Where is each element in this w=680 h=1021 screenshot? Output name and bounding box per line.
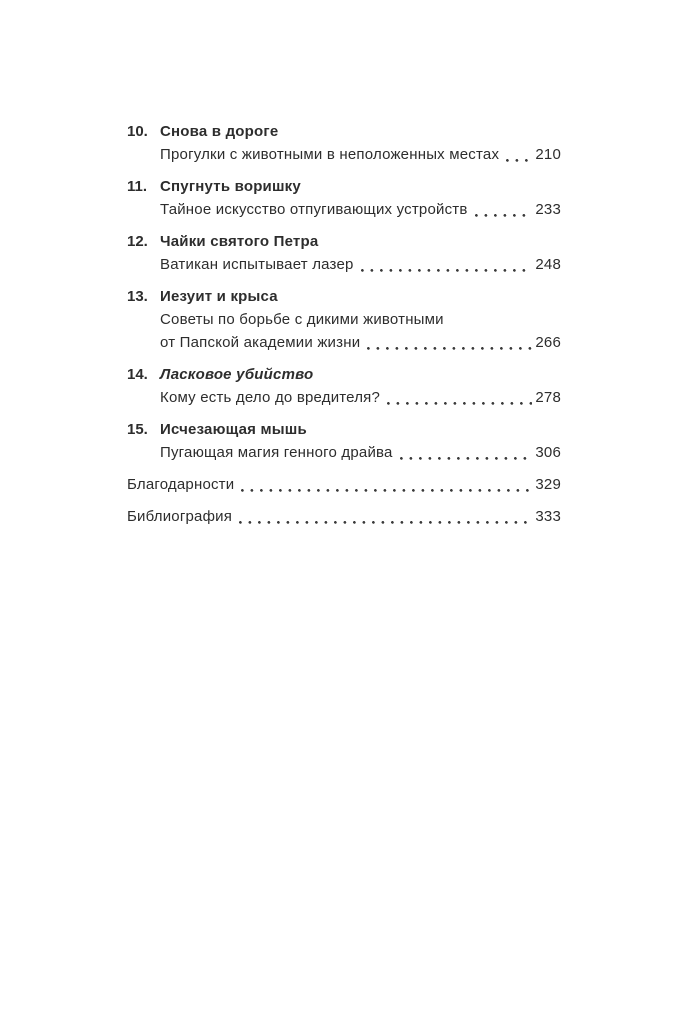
dot-leader <box>361 269 533 272</box>
page-number: 306 <box>535 444 561 461</box>
toc-entry-12 <box>127 230 561 276</box>
chapter-title: Спугнуть воришку <box>160 178 301 195</box>
toc-entry-15 <box>127 418 561 464</box>
toc-entry-11 <box>127 175 561 221</box>
chapter-title: Иезуит и крыса <box>160 288 278 305</box>
chapter-subtitle: Ватикан испытывает лазер <box>160 256 354 273</box>
dot-leader <box>506 159 532 162</box>
page-number: 210 <box>535 146 561 163</box>
chapter-title: Исчезающая мышь <box>160 421 307 438</box>
page-number: 329 <box>535 476 561 493</box>
toc-entry-13 <box>127 285 561 354</box>
chapter-number: 11. <box>127 178 148 195</box>
backmatter-bibliography <box>127 505 561 528</box>
dot-leader <box>400 457 533 460</box>
dot-leader <box>367 347 532 350</box>
page-number: 278 <box>535 389 561 406</box>
toc-entry-14 <box>127 363 561 409</box>
chapter-subtitle: Тайное искусство отпугивающих устройств <box>160 201 468 218</box>
chapter-subtitle-line-1: Советы по борьбе с дикими животными <box>160 311 444 328</box>
chapter-title: Ласковое убийство <box>160 366 314 383</box>
chapter-title: Чайки святого Петра <box>160 233 319 250</box>
dot-leader <box>475 214 533 217</box>
chapter-subtitle-line-2: от Папской академии жизни <box>160 334 361 351</box>
page-number: 266 <box>535 334 561 351</box>
chapter-number: 15. <box>127 421 148 438</box>
page-number: 248 <box>535 256 561 273</box>
chapter-subtitle: Кому есть дело до вредителя? <box>160 389 381 406</box>
chapter-number: 12. <box>127 233 148 250</box>
chapter-subtitle: Пугающая магия генного драйва <box>160 444 393 461</box>
dot-leader <box>387 402 532 405</box>
backmatter-acknowledgments <box>127 473 561 496</box>
table-of-contents-page <box>127 120 561 537</box>
dot-leader <box>239 521 532 524</box>
backmatter-label: Благодарности <box>127 476 235 493</box>
chapter-number: 13. <box>127 288 148 305</box>
toc-entry-10 <box>127 120 561 166</box>
chapter-subtitle: Прогулки с животными в неположенных местах <box>160 146 500 163</box>
backmatter-label: Библиография <box>127 508 233 525</box>
chapter-number: 10. <box>127 123 148 140</box>
page-number: 333 <box>535 508 561 525</box>
chapter-title: Снова в дороге <box>160 123 279 140</box>
chapter-number: 14. <box>127 366 148 383</box>
page-number: 233 <box>535 201 561 218</box>
dot-leader <box>241 489 532 492</box>
